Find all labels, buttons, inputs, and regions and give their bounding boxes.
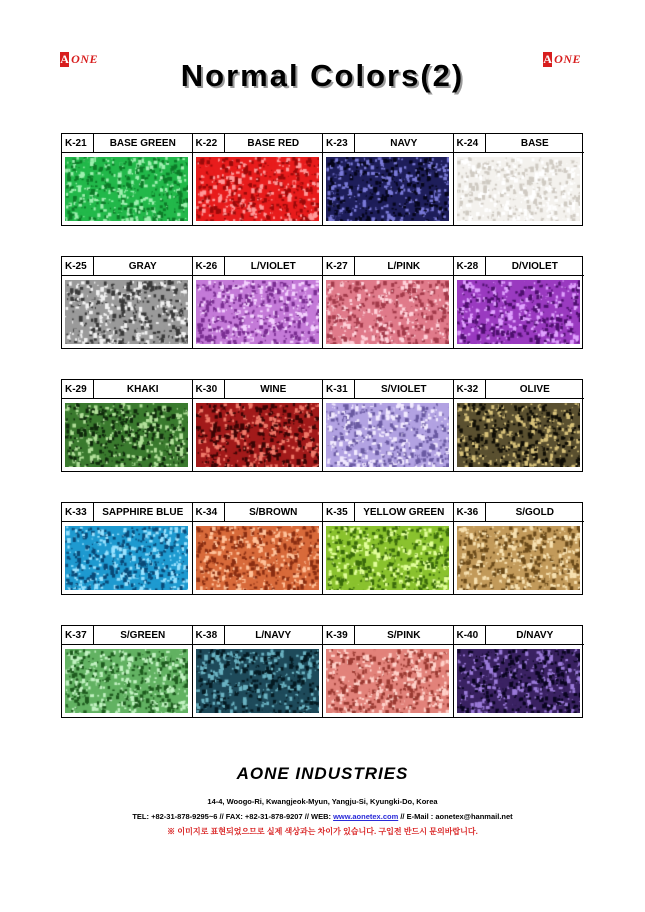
color-code: K-39 bbox=[323, 626, 355, 644]
color-swatch-card bbox=[454, 134, 585, 225]
color-swatch-card bbox=[323, 257, 454, 348]
color-name: S/PINK bbox=[387, 629, 421, 641]
color-group bbox=[61, 502, 583, 595]
glitter-swatch bbox=[196, 157, 319, 221]
color-name: NAVY bbox=[390, 137, 418, 149]
color-code: K-36 bbox=[454, 503, 486, 521]
swatch-header bbox=[323, 503, 453, 522]
swatch-header bbox=[323, 380, 453, 399]
color-swatch-card bbox=[454, 626, 585, 717]
color-group bbox=[61, 625, 583, 718]
company-name: AONE INDUSTRIES bbox=[236, 764, 409, 783]
swatch-header bbox=[323, 134, 453, 153]
swatch-header bbox=[454, 134, 585, 153]
color-code: K-37 bbox=[62, 626, 94, 644]
glitter-swatch bbox=[326, 526, 449, 590]
swatch-header bbox=[193, 503, 323, 522]
color-name: S/GOLD bbox=[515, 506, 554, 518]
color-code: K-34 bbox=[193, 503, 225, 521]
color-swatch-card bbox=[323, 503, 454, 594]
color-name: GRAY bbox=[128, 260, 157, 272]
glitter-swatch bbox=[196, 403, 319, 467]
color-name: BASE RED bbox=[247, 137, 300, 149]
color-swatch-card bbox=[62, 257, 193, 348]
color-code: K-28 bbox=[454, 257, 486, 275]
swatch-header bbox=[454, 626, 585, 645]
swatch-header bbox=[62, 257, 192, 276]
swatch-header bbox=[62, 626, 192, 645]
glitter-swatch bbox=[457, 280, 580, 344]
color-name: L/VIOLET bbox=[250, 260, 296, 272]
color-swatch-card bbox=[323, 134, 454, 225]
color-name: BASE GREEN bbox=[109, 137, 176, 149]
glitter-swatch bbox=[326, 157, 449, 221]
swatch-header bbox=[454, 257, 585, 276]
page-title: Normal Colors(2) bbox=[180, 58, 465, 93]
website-link[interactable]: www.aonetex.com bbox=[333, 812, 399, 821]
color-code: K-30 bbox=[193, 380, 225, 398]
swatch-header bbox=[62, 503, 192, 522]
color-name: OLIVE bbox=[519, 383, 550, 395]
color-swatch-card bbox=[193, 257, 324, 348]
swatch-header bbox=[62, 134, 192, 153]
glitter-swatch bbox=[326, 280, 449, 344]
swatch-header bbox=[323, 626, 453, 645]
color-code: K-27 bbox=[323, 257, 355, 275]
aone-logo-left: A ONE bbox=[60, 52, 98, 66]
color-code: K-29 bbox=[62, 380, 94, 398]
color-swatch-card bbox=[193, 503, 324, 594]
glitter-swatch bbox=[65, 157, 188, 221]
color-group bbox=[61, 133, 583, 226]
color-name: S/VIOLET bbox=[380, 383, 427, 395]
color-name: KHAKI bbox=[126, 383, 159, 395]
company-contact: TEL: +82-31-878-9295~6 // FAX: +82-31-878-9207 // WEB: www.aonetex.com // E-Mail : aonetex@hanmail.net bbox=[132, 812, 513, 821]
color-name: WINE bbox=[260, 383, 287, 395]
glitter-swatch bbox=[457, 157, 580, 221]
swatch-header bbox=[454, 380, 585, 399]
color-disclaimer: ※ 이미지로 표현되었으므로 실제 색상과는 차이가 있습니다. 구입전 반드시 문의바랍니다. bbox=[167, 827, 478, 836]
color-name: YELLOW GREEN bbox=[363, 506, 445, 518]
color-swatch-card bbox=[62, 503, 193, 594]
glitter-swatch bbox=[326, 403, 449, 467]
swatch-header bbox=[62, 380, 192, 399]
company-address: 14-4, Woogo-Ri, Kwangjeok-Myun, Yangju-Si, Kyungki-Do, Korea bbox=[207, 797, 438, 806]
color-code: K-32 bbox=[454, 380, 486, 398]
color-swatch-card bbox=[323, 626, 454, 717]
color-code: K-23 bbox=[323, 134, 355, 152]
glitter-swatch bbox=[196, 280, 319, 344]
aone-logo-right: A ONE bbox=[543, 52, 581, 66]
color-swatch-card bbox=[193, 626, 324, 717]
color-code: K-31 bbox=[323, 380, 355, 398]
color-swatch-card bbox=[62, 134, 193, 225]
glitter-swatch bbox=[65, 649, 188, 713]
glitter-swatch bbox=[326, 649, 449, 713]
color-swatch-card bbox=[454, 503, 585, 594]
color-code: K-40 bbox=[454, 626, 486, 644]
swatch-header bbox=[193, 380, 323, 399]
color-swatch-card bbox=[454, 380, 585, 471]
color-code: K-38 bbox=[193, 626, 225, 644]
color-name: L/NAVY bbox=[255, 629, 292, 641]
glitter-swatch bbox=[457, 526, 580, 590]
color-code: K-35 bbox=[323, 503, 355, 521]
color-swatch-card bbox=[193, 134, 324, 225]
color-name: BASE bbox=[520, 137, 549, 149]
color-code: K-24 bbox=[454, 134, 486, 152]
color-swatch-card bbox=[193, 380, 324, 471]
color-name: S/BROWN bbox=[249, 506, 298, 518]
color-code: K-21 bbox=[62, 134, 94, 152]
glitter-swatch bbox=[65, 403, 188, 467]
glitter-swatch bbox=[457, 649, 580, 713]
color-swatch-card bbox=[62, 380, 193, 471]
color-code: K-33 bbox=[62, 503, 94, 521]
color-name: SAPPHIRE BLUE bbox=[102, 506, 184, 518]
glitter-swatch bbox=[457, 403, 580, 467]
color-group bbox=[61, 256, 583, 349]
swatch-header bbox=[193, 257, 323, 276]
color-name: L/PINK bbox=[387, 260, 421, 272]
swatch-header bbox=[454, 503, 585, 522]
swatch-header bbox=[323, 257, 453, 276]
swatch-header bbox=[193, 134, 323, 153]
color-name: D/NAVY bbox=[516, 629, 554, 641]
color-code: K-22 bbox=[193, 134, 225, 152]
color-code: K-25 bbox=[62, 257, 94, 275]
color-code: K-26 bbox=[193, 257, 225, 275]
color-swatch-card bbox=[62, 626, 193, 717]
color-group bbox=[61, 379, 583, 472]
color-swatch-card bbox=[323, 380, 454, 471]
glitter-swatch bbox=[196, 649, 319, 713]
swatch-header bbox=[193, 626, 323, 645]
color-swatch-card bbox=[454, 257, 585, 348]
glitter-swatch bbox=[65, 526, 188, 590]
glitter-swatch bbox=[196, 526, 319, 590]
color-name: S/GREEN bbox=[120, 629, 166, 641]
color-name: D/VIOLET bbox=[511, 260, 558, 272]
glitter-swatch bbox=[65, 280, 188, 344]
